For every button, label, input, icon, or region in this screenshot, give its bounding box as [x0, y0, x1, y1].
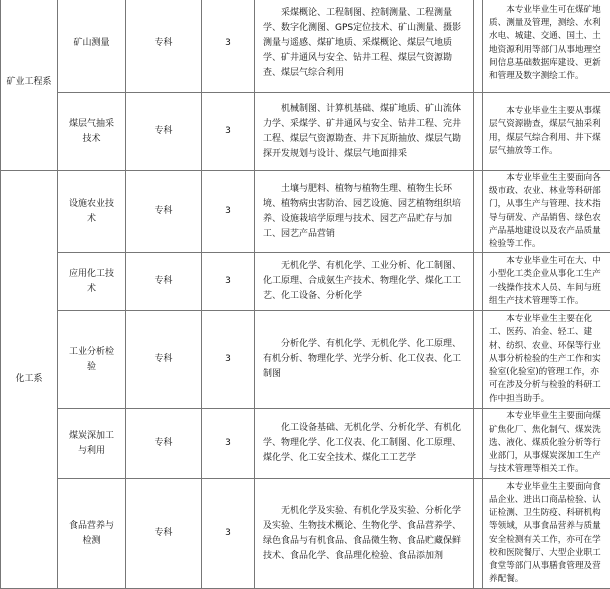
major-description: 本专业毕业生主要在化工、医药、冶金、轻工、建材、纺织、农业、环保等行业从事分析检验的生产工作和实验室(化验室)的管理工作，亦可在涉及分析与检验的科研工作中担当助手。 — [483, 311, 610, 409]
major-level: 专科 — [126, 0, 202, 93]
major-description: 本专业毕业生主要从事煤层气资源勘查，煤层气抽采利用，煤层气综合利用、井下煤层气抽放等工作。 — [483, 93, 610, 171]
table-row — [1, 253, 610, 311]
major-years: 3 — [202, 311, 255, 409]
table-row — [1, 409, 610, 479]
major-courses: 无机化学、有机化学、工业分析、化工制图、化工原理、合成氨生产技术、物理化学、煤化工工艺、化工设备、分析化学 — [255, 253, 474, 311]
major-description: 本专业毕业生可在煤矿地质、测量及管理，测绘、水利水电、城建、交通、国土、土地资源利用等部门从事地理空间信息基础数据库建设、更新和管理及数字测绘工作。 — [483, 0, 610, 93]
major-level: 专科 — [126, 253, 202, 311]
major-years: 3 — [202, 479, 255, 589]
major-level: 专科 — [126, 171, 202, 253]
major-description: 本专业毕业生主要面向各级市政、农业、林业等科研部门，从事生产与管理、技术指导与研发、产品销售、绿色农产品基地建设以及农产品质量检验等工作。 — [483, 171, 610, 253]
major-level: 专科 — [126, 311, 202, 409]
major-level: 专科 — [126, 479, 202, 589]
major-name: 设施农业技术 — [58, 171, 126, 253]
table-row — [1, 311, 610, 409]
major-level: 专科 — [126, 409, 202, 479]
major-description: 本专业毕业生主要面向食品企业、进出口商品检验、认证检测、卫生防疫、科研机构等领域，从事食品营养与质量安全检测有关工作，亦可在学校和医院餐厅、大型企业职工食堂等部门从事膳食管理及营养配餐。 — [483, 479, 610, 589]
major-name: 煤炭深加工与利用 — [58, 409, 126, 479]
major-courses: 采煤概论、工程制图、控制测量、工程测量学、数字化测图、GPS定位技术、矿山测量、摄影测量与遥感、煤矿地质、采煤概论、煤层气地质学、矿井通风与安全、钻井工程、煤层气资源勘查、煤层气综合利用 — [255, 0, 474, 93]
major-description: 本专业毕业生主要面向煤矿焦化厂、焦化制气、煤炭洗选、液化、煤质化验分析等行业部门，从事煤炭深加工生产与技术管理等相关工作。 — [483, 409, 610, 479]
major-name: 工业分析检验 — [58, 311, 126, 409]
major-level: 专科 — [126, 93, 202, 171]
major-courses: 化工设备基础、无机化学、分析化学、有机化学、物理化学、化工仪表、化工制图、化工原理、煤化学、化工安全技术、煤化工工艺学 — [255, 409, 474, 479]
major-name: 食品营养与检测 — [58, 479, 126, 589]
major-years: 3 — [202, 0, 255, 93]
major-years: 3 — [202, 93, 255, 171]
major-name: 应用化工技术 — [58, 253, 126, 311]
major-description: 本专业毕业生可在大、中小型化工类企业从事化工生产一线操作技术人员、车间与班组生产技术管理等工作。 — [483, 253, 610, 311]
major-name: 煤层气抽采技术 — [58, 93, 126, 171]
major-courses: 土壤与肥料、植物与植物生理、植物生长环境、植物病虫害防治、园艺设施、园艺植物组织培养、设施栽培学原理与技术、园艺产品贮存与加工、园艺产品营销 — [255, 171, 474, 253]
major-name: 矿山测量 — [58, 0, 126, 93]
table-row — [1, 0, 610, 93]
department-cell: 化工系 — [1, 171, 58, 589]
major-courses: 无机化学及实验、有机化学及实验、分析化学及实验、生物技术概论、生物化学、食品营养学、绿色食品与有机食品、食品微生物、食品贮藏保鲜技术、食品化学、食品理化检验、食品添加剂 — [255, 479, 474, 589]
table-row — [1, 93, 610, 171]
table-row — [1, 171, 610, 253]
major-courses: 机械制图、计算机基础、煤矿地质、矿山流体力学、采煤学、矿井通风与安全、钻井工程、完井工程、煤层气资源勘查、井下瓦斯抽放、煤层气勘探开发规划与设计、煤层气地面排采 — [255, 93, 474, 171]
major-years: 3 — [202, 171, 255, 253]
major-courses: 分析化学、有机化学、无机化学、化工原理、有机分析、物理化学、光学分析、化工仪表、化工制图 — [255, 311, 474, 409]
department-cell: 矿业工程系 — [1, 0, 58, 171]
major-years: 3 — [202, 409, 255, 479]
major-years: 3 — [202, 253, 255, 311]
table-row — [1, 479, 610, 589]
